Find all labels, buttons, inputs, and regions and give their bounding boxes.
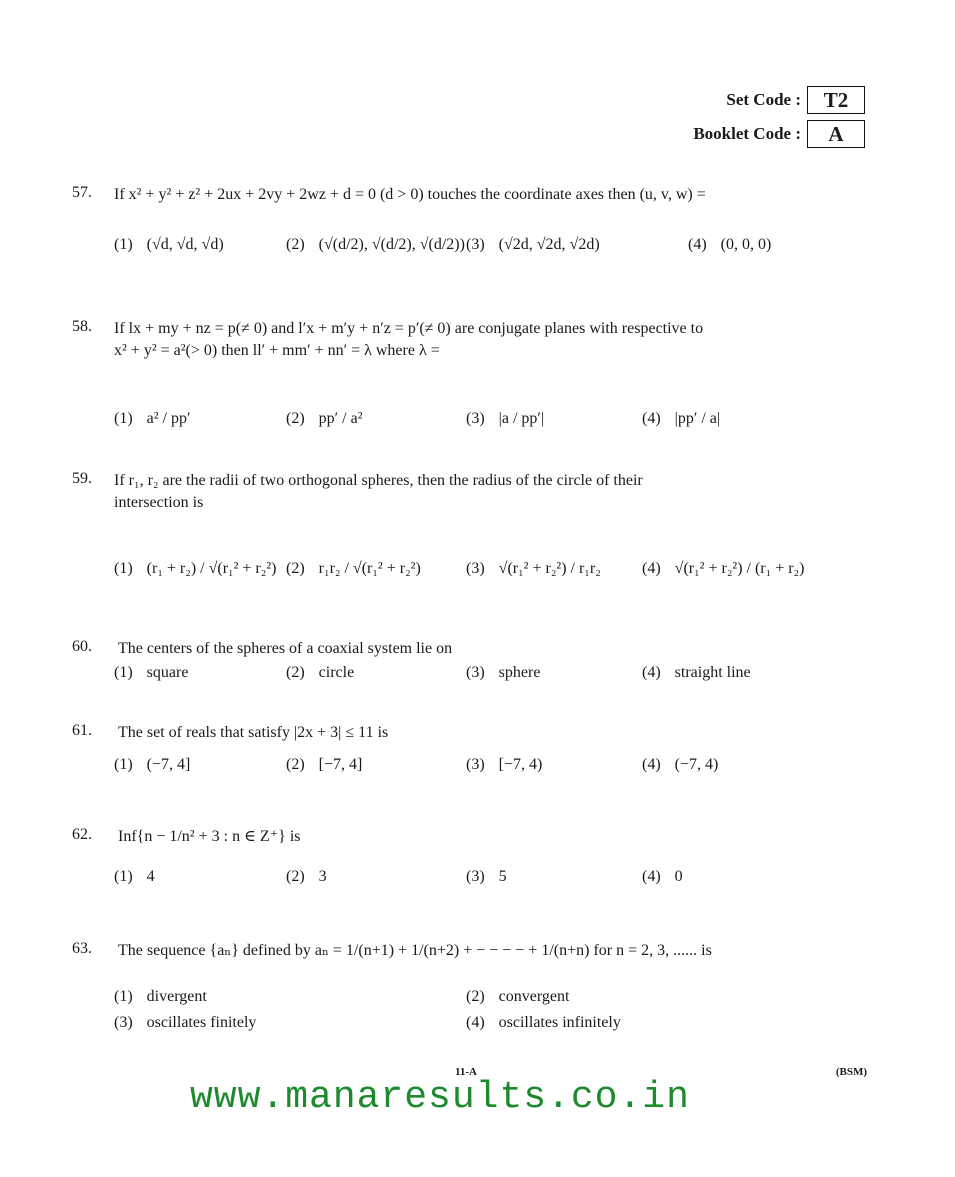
question-number: 57. xyxy=(72,184,92,201)
option-4: (4) √(r₁² + r₂²) / (r₁ + r₂) xyxy=(642,560,805,577)
option-1: (1) (r₁ + r₂) / √(r₁² + r₂²) xyxy=(114,560,277,577)
option-2: (2) 3 xyxy=(286,868,327,885)
option-4: (4) |pp′ / a| xyxy=(642,410,721,427)
page-code: 11-A xyxy=(455,1066,477,1078)
question-text-line1: If lx + my + nz = p(≠ 0) and l′x + m′y + n′z = p′(≠ 0) are conjugate planes with respective to xyxy=(114,320,704,337)
question-57 xyxy=(72,184,872,206)
question-60 xyxy=(72,638,872,660)
question-text-line2: x² + y² = a²(> 0) then ll′ + mm′ + nn′ = λ where λ = xyxy=(114,342,440,359)
website-watermark[interactable]: www.manaresults.co.in xyxy=(190,1076,690,1119)
option-2: (2) [−7, 4] xyxy=(286,756,363,773)
option-3: (3) 5 xyxy=(466,868,507,885)
set-code-row xyxy=(693,86,865,114)
option-3: (3) √(r₁² + r₂²) / r₁r₂ xyxy=(466,560,601,577)
option-4: (4) 0 xyxy=(642,868,683,885)
option-1: (1) a² / pp′ xyxy=(114,410,191,427)
question-text: The sequence {aₙ} defined by aₙ = 1/(n+1) + 1/(n+2) + − − − − + 1/(n+n) for n = 2, 3, ...... is xyxy=(118,942,712,959)
option-1: (1) square xyxy=(114,664,189,681)
header-codes xyxy=(693,86,865,154)
option-2: (2) convergent xyxy=(466,988,570,1005)
question-58 xyxy=(72,318,872,362)
option-3: (3) |a / pp′| xyxy=(466,410,545,427)
subject-code: (BSM) xyxy=(835,1066,867,1078)
question-text: The set of reals that satisfy |2x + 3| ≤ 11 is xyxy=(118,724,389,741)
question-62 xyxy=(72,826,872,848)
question-61 xyxy=(72,722,872,744)
question-63 xyxy=(72,940,872,962)
option-3: (3) oscillates finitely xyxy=(114,1014,257,1031)
booklet-code-label: Booklet Code : xyxy=(693,124,801,143)
option-2: (2) (√(d/2), √(d/2), √(d/2)) xyxy=(286,236,465,253)
option-2: (2) pp′ / a² xyxy=(286,410,363,427)
option-2: (2) r₁r₂ / √(r₁² + r₂²) xyxy=(286,560,421,577)
question-text-line1: If r₁, r₂ are the radii of two orthogonal spheres, then the radius of the circle of their xyxy=(114,472,643,489)
question-text: The centers of the spheres of a coaxial system lie on xyxy=(118,640,453,657)
option-1: (1) 4 xyxy=(114,868,155,885)
question-number: 61. xyxy=(72,722,92,739)
question-number: 58. xyxy=(72,318,92,335)
option-4: (4) (0, 0, 0) xyxy=(688,236,772,253)
set-code-label: Set Code : xyxy=(726,90,801,109)
question-number: 63. xyxy=(72,940,92,957)
option-4: (4) (−7, 4) xyxy=(642,756,719,773)
option-4: (4) oscillates infinitely xyxy=(466,1014,621,1031)
question-text: If x² + y² + z² + 2ux + 2vy + 2wz + d = 0 (d > 0) touches the coordinate axes then (u, v, w) = xyxy=(114,186,706,203)
option-1: (1) (√d, √d, √d) xyxy=(114,236,224,253)
option-2: (2) circle xyxy=(286,664,355,681)
option-1: (1) (−7, 4] xyxy=(114,756,191,773)
option-4: (4) straight line xyxy=(642,664,751,681)
option-3: (3) [−7, 4) xyxy=(466,756,543,773)
question-text-line2: intersection is xyxy=(114,494,204,511)
option-3: (3) (√2d, √2d, √2d) xyxy=(466,236,600,253)
booklet-code-value: A xyxy=(807,120,865,148)
option-1: (1) divergent xyxy=(114,988,207,1005)
question-59 xyxy=(72,470,872,514)
question-number: 62. xyxy=(72,826,92,843)
question-text: Inf{n − 1/n² + 3 : n ∈ Z⁺} is xyxy=(118,828,301,845)
question-number: 59. xyxy=(72,470,92,487)
booklet-code-row xyxy=(693,120,865,148)
option-3: (3) sphere xyxy=(466,664,541,681)
set-code-value: T2 xyxy=(807,86,865,114)
question-number: 60. xyxy=(72,638,92,655)
